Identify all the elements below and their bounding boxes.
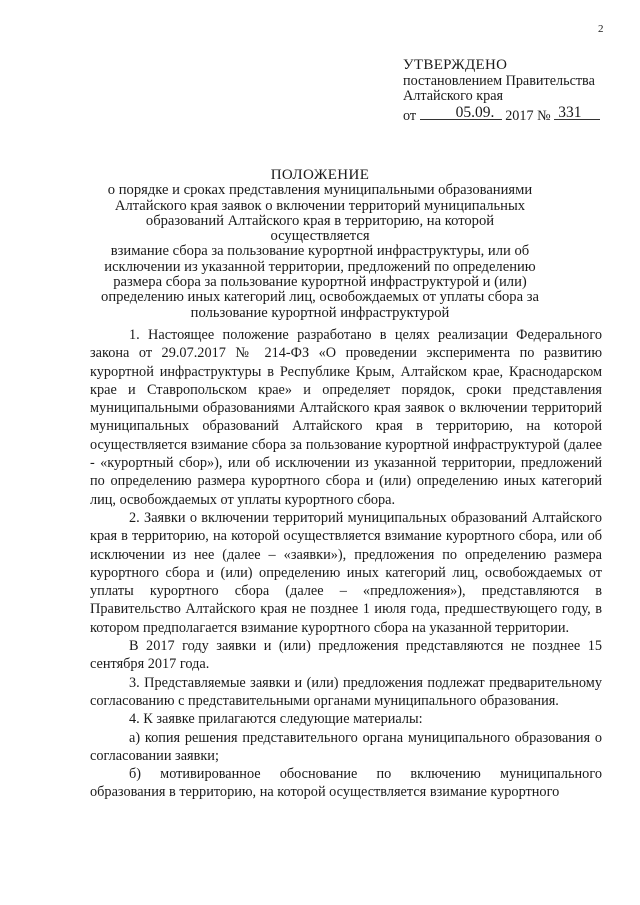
approval-number-field — [554, 105, 600, 120]
document-body — [90, 326, 602, 802]
title-line: о порядке и сроках представления муниципальными образованиями — [107, 182, 533, 199]
approval-from-label: от — [403, 107, 417, 124]
approval-region: Алтайского края — [403, 88, 504, 104]
list-item-b: б) мотивированное обоснование по включению муниципального образования в территорию, на которой осуществляется взимание курортного — [90, 766, 602, 801]
paragraph-4: 4. К заявке прилагаются следующие материалы: — [129, 711, 423, 728]
approval-stamp — [403, 58, 600, 124]
title-line: размера сбора за пользование курортной инфраструктурой и (или) — [113, 274, 527, 291]
title-heading: ПОЛОЖЕНИЕ — [270, 167, 370, 183]
title-line: исключении из указанной территории, предложений по определению — [104, 258, 536, 275]
approval-date: 05.09. — [455, 104, 495, 121]
approval-authority: постановлением Правительства — [403, 72, 595, 89]
approval-heading: УТВЕРЖДЕНО — [403, 57, 508, 73]
paragraph-2-note: В 2017 году заявки и (или) предложения представляются не позднее 15 сентября 2017 года. — [90, 638, 602, 673]
title-line: определению иных категорий лиц, освобождаемых от уплаты сбора за — [101, 289, 539, 306]
paragraph-1: 1. Настоящее положение разработано в целях реализации Федерального закона от 29.07.2017 № 214-ФЗ «О проведении эксперимента по развитию курортной инфраструктуры в Республике Крым, Алтайском крае, Краснодарском крае и Ставропольском крае» и определяет порядок, сроки представления муниципальными образованиями Алтайского края заявок о включении территорий муниципальных образований Алтайского края в территорию, на которой осуществляется взимание сбора за пользование курортной инфраструктурой (далее - «курортный сбор»), или об исключении из указанной территории, предложений по определению размера курортного сбора и (или) определению иных категорий лиц, освобождаемых от уплаты курортного сбора. — [90, 327, 602, 508]
title-line: взимание сбора за пользование курортной инфраструктуры, или об — [110, 243, 530, 260]
page-number: 2 — [598, 23, 604, 35]
document-title — [100, 168, 540, 321]
approval-date-line — [403, 105, 600, 125]
approval-year-label: 2017 № — [505, 107, 551, 124]
approval-number: 331 — [558, 104, 582, 121]
title-line: образований Алтайского края в территорию, на которой осуществляется — [145, 212, 495, 245]
list-item-a: а) копия решения представительного органа муниципального образования о согласовании заявки; — [90, 729, 602, 764]
approval-date-field — [420, 105, 502, 120]
title-line: пользование курортной инфраструктурой — [190, 304, 450, 321]
title-line: Алтайского края заявок о включении территорий муниципальных — [114, 197, 526, 214]
paragraph-3: 3. Представляемые заявки и (или) предложения подлежат предварительному согласованию с представительными органами муниципального образования. — [90, 674, 602, 709]
paragraph-2: 2. Заявки о включении территорий муниципальных образований Алтайского края в территорию, на которой осуществляется взимание курортного сбора, или об исключении из нее (далее – «заявки»), предложения по определению размера курортного сбора и (или) определению иных категорий лиц, освобождаемых от уплаты курортного сбора (далее – «предложения»), представляются в Правительство Алтайского края не позднее 1 июля года, предшествующего году, в котором предполагается взимание курортного сбора на указанной территории. — [90, 509, 602, 636]
